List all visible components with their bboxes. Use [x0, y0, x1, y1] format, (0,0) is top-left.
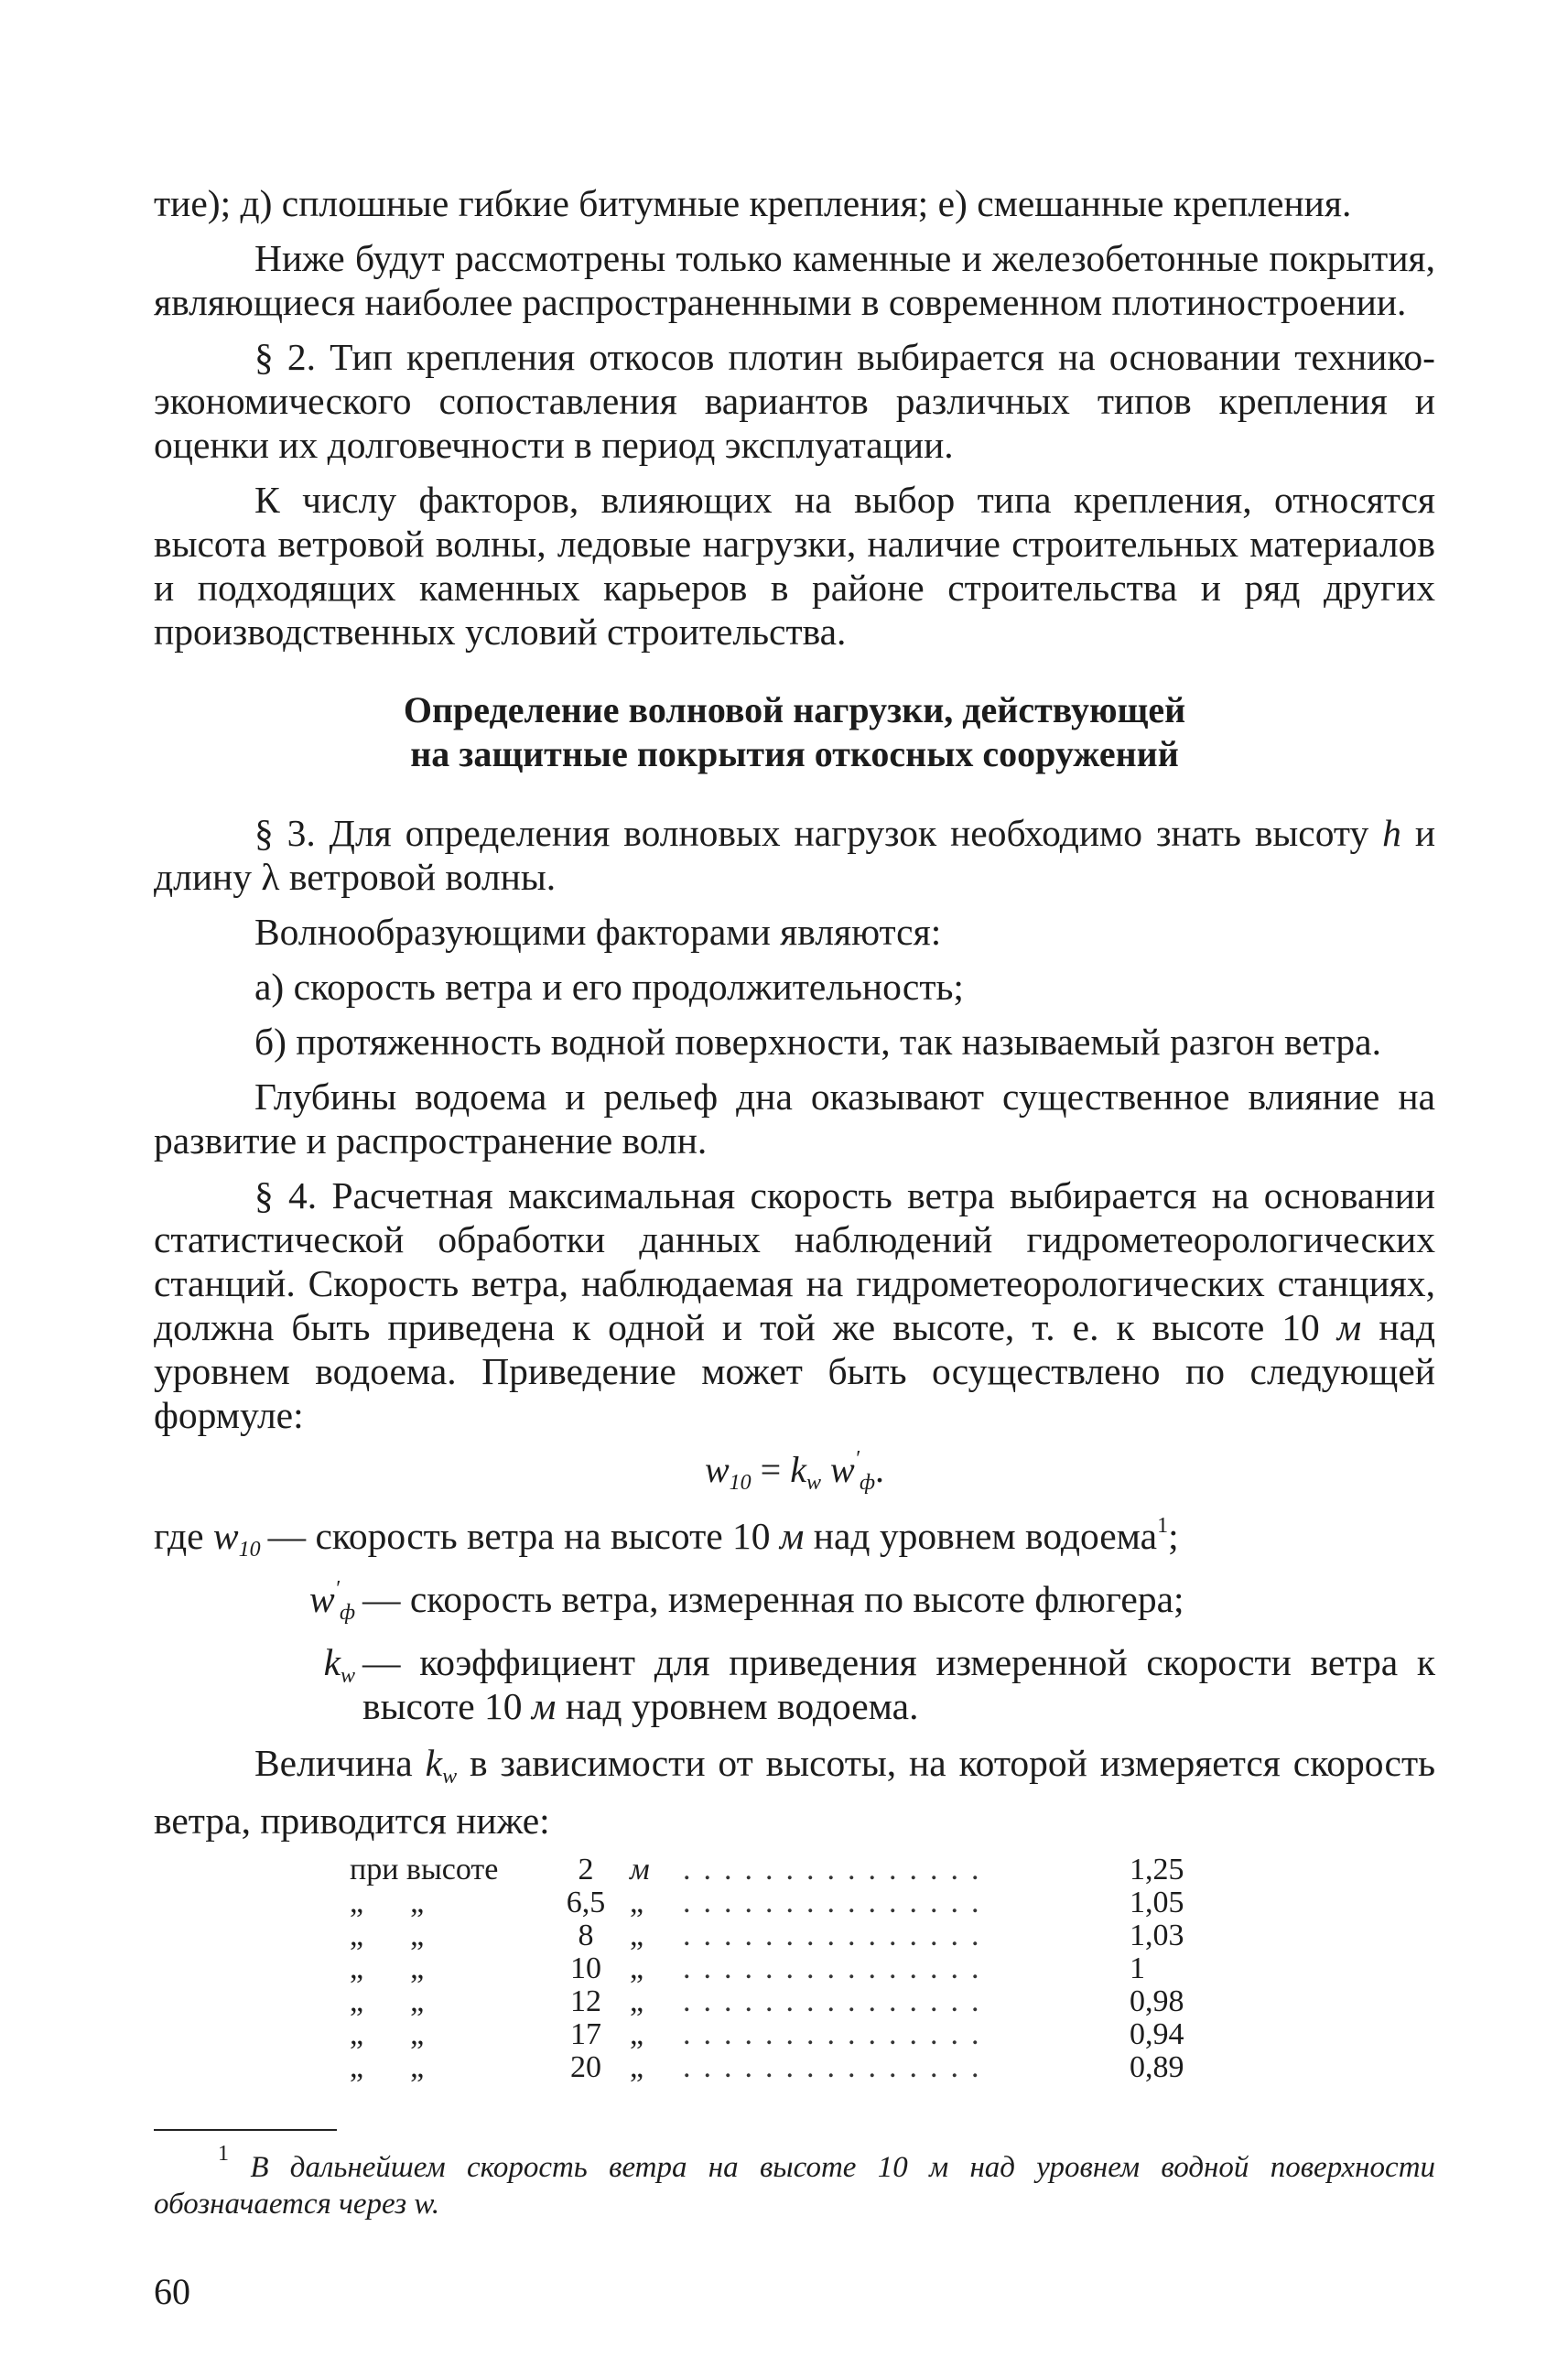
row-dots: ............... [683, 2018, 992, 2051]
row-unit: „ [630, 1886, 644, 1919]
definitions [154, 1514, 1435, 1728]
p10-unit: м [1336, 1306, 1362, 1348]
def-unit: м [779, 1515, 805, 1557]
row-prefix [346, 1952, 546, 1985]
def-sub: w [340, 1664, 355, 1688]
ditto-1: „ [350, 1886, 364, 1919]
footnote [154, 2142, 1436, 2222]
def-prime: ′ [334, 1577, 340, 1601]
footnote-divider [154, 2129, 337, 2131]
row-prefix [346, 2051, 546, 2084]
def-text-b: над уровнем водоема [813, 1515, 1158, 1557]
paragraph-10 [154, 1173, 1435, 1437]
p11-text-b: в зависимости от высоты, на которой измеряется скорость ветра, приводится ниже: [154, 1742, 1436, 1842]
ditto-2: „ [410, 1919, 425, 1952]
ditto-1: „ [350, 2017, 364, 2051]
row-value: 1 [1130, 1951, 1145, 1985]
footnote-unit: м [929, 2151, 949, 2184]
page-number: 60 [154, 2271, 190, 2312]
row-prefix [346, 1985, 546, 2018]
ditto-1: „ [350, 1919, 364, 1952]
paragraph-5 [154, 811, 1435, 899]
def-text-a: — скорость ветра на высоте 10 [267, 1515, 771, 1557]
paragraph-11 [154, 1741, 1435, 1843]
table-row [346, 2051, 1243, 2084]
def-prefix: где [154, 1515, 204, 1557]
row-value: 1,03 [1130, 1919, 1184, 1952]
def-text-kw [362, 1640, 1435, 1728]
row-height: 8 [578, 1919, 594, 1952]
heading-line-2: на защитные покрытия откосных сооружений [410, 733, 1179, 774]
def-sym: w [309, 1578, 335, 1620]
p11-text-a: Величина [254, 1742, 413, 1784]
footnote-ref: 1 [1157, 1514, 1169, 1538]
row-value: 0,94 [1130, 2017, 1184, 2051]
paragraph-2: Ниже будут рассмотрены только каменные и железобетонные покрытия, являющиеся наиболее распространенными в современном плотиностроении. [154, 237, 1435, 323]
paragraph-6: Волнообразующими факторами являются: [254, 911, 942, 953]
formula-k-sub: w [806, 1471, 822, 1495]
formula-w: w [704, 1449, 730, 1490]
row-dots: ............... [683, 1919, 992, 1952]
footnote-text-a: В дальнейшем скорость ветра на высоте 10 [250, 2151, 908, 2184]
table-row [346, 2018, 1243, 2051]
row-value: 0,89 [1130, 2050, 1184, 2084]
formula-wf: w [830, 1449, 855, 1490]
formula-k: k [790, 1449, 806, 1490]
row-unit: „ [630, 2050, 644, 2084]
formula-w-sub: 10 [729, 1471, 752, 1495]
row-height: 10 [570, 1951, 601, 1985]
row-prefix: при высоте [350, 1853, 499, 1886]
formula-equals: = [760, 1449, 782, 1490]
ditto-1: „ [350, 2050, 364, 2084]
def-text-b: над уровнем водоема. [565, 1685, 919, 1727]
p10-text: § 4. Расчетная максимальная скорость ветра выбирается на основании статистической обработки данных наблюдений гидрометеорологических станций. Скорость ветра, наблюдаемая на гидрометеорологических станциях, должна быть приведена к одной и той же высоте, т. е. к высоте 10 [154, 1174, 1435, 1348]
ditto-2: „ [410, 2017, 425, 2051]
row-dots: ............... [683, 2051, 992, 2084]
kw-table [346, 1854, 1243, 2084]
def-text-w10 [268, 1514, 1435, 1558]
paragraph-9: Глубины водоема и рельеф дна оказывают существенное влияние на развитие и распространение волн. [154, 1076, 1435, 1162]
def-text-c: ; [1168, 1515, 1179, 1557]
definition-kw [154, 1640, 1435, 1728]
p5-text-c: ветровой волны. [288, 856, 557, 898]
def-sym: k [323, 1641, 341, 1683]
row-dots: ............... [683, 1854, 992, 1886]
def-symbol-kw [154, 1640, 362, 1698]
footnote-symbol: w [414, 2188, 432, 2221]
row-value: 1,25 [1130, 1853, 1184, 1886]
def-text-wf: — скорость ветра, измеренная по высоте флюгера; [362, 1578, 1184, 1620]
footnote-end: . [431, 2188, 440, 2221]
p11-symbol: $k_w$ [425, 1742, 458, 1789]
def-sub: ф [339, 1601, 355, 1625]
paragraph-4: К числу факторов, влияющих на выбор типа крепления, относятся высота ветровой волны, ледовые нагрузки, наличие строительных материалов и подходящих каменных карьеров в районе строительства и ряд других производственных условий строительства. [154, 479, 1435, 653]
table-row [346, 1985, 1243, 2018]
table-row [346, 1886, 1243, 1919]
row-height: 2 [578, 1853, 594, 1886]
formula [154, 1448, 1435, 1505]
row-prefix [346, 2018, 546, 2051]
formula-dot: . [875, 1449, 884, 1490]
row-height: 12 [570, 1984, 601, 2018]
def-symbol-wf [154, 1577, 362, 1635]
row-height: 20 [570, 2050, 601, 2084]
row-unit: „ [630, 2017, 644, 2051]
table-row [346, 1854, 1243, 1886]
row-height: 6,5 [566, 1886, 606, 1919]
table-row [346, 1952, 1243, 1985]
ditto-2: „ [410, 1984, 425, 2018]
ditto-2: „ [410, 1886, 425, 1919]
row-value: 0,98 [1130, 1984, 1184, 2018]
row-dots: ............... [683, 1985, 992, 2018]
ditto-1: „ [350, 1984, 364, 2018]
footnote-text-b: над уровнем водной поверхности обозначается через [154, 2151, 1436, 2221]
row-height: 17 [570, 2017, 601, 2051]
table-row [346, 1919, 1243, 1952]
paragraph-3: § 2. Тип крепления откосов плотин выбирается на основании технико-экономического сопоставления вариантов различных типов крепления и оценки их долговечности в период эксплуатации. [154, 336, 1435, 466]
main-text [154, 181, 1435, 2084]
paragraph-7: а) скорость ветра и его продолжительность; [254, 966, 964, 1008]
ditto-1: „ [350, 1951, 364, 1985]
definition-wf [154, 1577, 1435, 1635]
row-value: 1,05 [1130, 1886, 1184, 1919]
row-unit: м [630, 1853, 650, 1886]
row-unit: „ [630, 1919, 644, 1952]
footnote-mark: 1 [218, 2142, 229, 2166]
def-sub: 10 [238, 1538, 261, 1562]
definition-w10 [154, 1514, 1435, 1572]
section-heading [154, 688, 1435, 776]
formula-wf-sub: ф [859, 1471, 875, 1495]
def-sym: w [212, 1515, 239, 1557]
formula-wf-prime: ′ [854, 1447, 860, 1471]
p5-text-a: § 3. Для определения волновых нагрузок необходимо знать высоту [254, 812, 1369, 854]
ditto-2: „ [410, 1951, 425, 1985]
symbol-h: h [1382, 812, 1401, 854]
def-text-a: — коэффициент для приведения измеренной скорости ветра к высоте 10 [362, 1641, 1435, 1727]
def-unit: м [531, 1685, 557, 1727]
row-dots: ............... [683, 1952, 992, 1985]
row-prefix [346, 1886, 546, 1919]
symbol-lambda: λ [261, 856, 280, 898]
row-dots: ............... [683, 1886, 992, 1919]
row-unit: „ [630, 1951, 644, 1985]
heading-line-1: Определение волновой нагрузки, действующей [403, 689, 1186, 730]
row-unit: „ [630, 1984, 644, 2018]
row-prefix [346, 1919, 546, 1952]
paragraph-8: б) протяженность водной поверхности, так называемый разгон ветра. [254, 1021, 1381, 1063]
def-symbol-w10 [154, 1514, 268, 1572]
ditto-2: „ [410, 2050, 425, 2084]
p5-text-b: и длину [154, 812, 1436, 898]
paragraph-1: тие); д) сплошные гибкие битумные крепления; е) смешанные крепления. [154, 182, 1352, 224]
p10-end: над уровнем водоема. Приведение может быть осуществлено по следующей формуле: [154, 1306, 1436, 1436]
